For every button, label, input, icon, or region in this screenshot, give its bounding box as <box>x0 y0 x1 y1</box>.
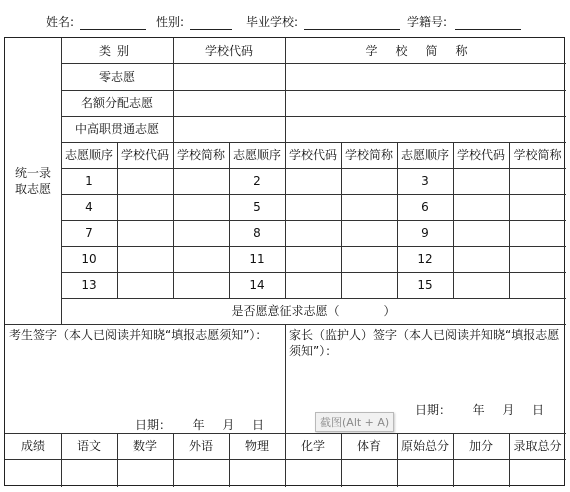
score-header: 外语 <box>188 439 213 453</box>
date-label: 日期： <box>415 403 452 417</box>
adjustment-question-text: 是否愿意征求志愿（ <box>231 304 340 318</box>
order-number: 13 <box>81 278 97 292</box>
score-header: 录取总分 <box>513 439 562 453</box>
student-no-label: 学籍号: <box>407 15 448 29</box>
year-label: 年 <box>192 418 205 432</box>
score-header: 化学 <box>300 439 325 453</box>
name-header-3: 学校简称 <box>513 148 562 162</box>
unified-admission-label: 统一录取志愿 <box>14 166 51 196</box>
month-label: 月 <box>502 403 515 417</box>
order-header-1: 志愿顺序 <box>64 148 113 162</box>
code-header-1: 学校代码 <box>120 148 169 162</box>
school-name-header: 学校简称 <box>365 43 486 58</box>
vocational-preference-label: 中高职贯通志愿 <box>74 122 159 136</box>
order-number: 12 <box>417 252 433 266</box>
name-header-2: 学校简称 <box>344 148 393 162</box>
score-header: 原始总分 <box>400 439 449 453</box>
score-header: 数学 <box>132 439 157 453</box>
vocational-school-code-field[interactable] <box>174 117 284 141</box>
parent-signature-label: 家长（监护人）签字（本人已阅读并知晓“填报志愿须知”）： <box>289 328 560 358</box>
order-number: 10 <box>81 252 97 266</box>
score-header: 加分 <box>468 439 493 453</box>
score-header: 物理 <box>244 439 269 453</box>
student-no-field[interactable] <box>455 29 521 30</box>
gender-field[interactable] <box>190 29 232 30</box>
order-number: 8 <box>253 226 261 240</box>
code-header-3: 学校代码 <box>456 148 505 162</box>
score-header: 成绩 <box>20 439 45 453</box>
order-header-2: 志愿顺序 <box>232 148 281 162</box>
order-number: 11 <box>249 252 265 266</box>
order-number: 5 <box>253 200 261 214</box>
screenshot-tooltip: 截图(Alt + A) <box>315 412 394 432</box>
adjustment-question <box>61 298 566 324</box>
order-number: 14 <box>249 278 265 292</box>
school-field[interactable] <box>304 29 400 30</box>
order-number: 7 <box>85 226 93 240</box>
order-number: 3 <box>421 174 429 188</box>
order-number: 2 <box>253 174 261 188</box>
quota-school-name-field[interactable] <box>286 91 565 115</box>
code-header-2: 学校代码 <box>288 148 337 162</box>
order-number: 9 <box>421 226 429 240</box>
school-label: 毕业学校: <box>246 15 299 29</box>
gender-label: 性别: <box>156 15 185 29</box>
order-number: 6 <box>421 200 429 214</box>
order-header-3: 志愿顺序 <box>400 148 449 162</box>
form-header <box>0 0 570 36</box>
order-number: 4 <box>85 200 93 214</box>
order-number: 1 <box>85 174 93 188</box>
name-field[interactable] <box>80 29 146 30</box>
zero-school-name-field[interactable] <box>286 64 565 89</box>
zero-school-code-field[interactable] <box>174 64 284 89</box>
student-date <box>135 416 264 433</box>
score-header: 体育 <box>356 439 381 453</box>
order-number: 15 <box>417 278 433 292</box>
school-code-header: 学校代码 <box>204 43 253 58</box>
zero-preference-label: 零志愿 <box>98 69 135 84</box>
name-label: 姓名: <box>46 15 75 29</box>
student-signature-label: 考生签字（本人已阅读并知晓“填报志愿须知”）： <box>9 328 268 342</box>
category-header: 类别 <box>98 43 135 58</box>
day-label: 日 <box>252 418 265 432</box>
quota-school-code-field[interactable] <box>174 91 284 115</box>
year-label: 年 <box>472 403 485 417</box>
adjustment-close-paren: ） <box>383 304 396 318</box>
day-label: 日 <box>532 403 545 417</box>
application-form <box>4 37 565 486</box>
parent-date <box>415 401 544 418</box>
name-header-1: 学校简称 <box>176 148 225 162</box>
month-label: 月 <box>222 418 235 432</box>
vocational-school-name-field[interactable] <box>286 117 565 141</box>
score-header: 语文 <box>76 439 101 453</box>
quota-preference-label: 名额分配志愿 <box>80 96 153 110</box>
date-label: 日期： <box>135 418 172 432</box>
